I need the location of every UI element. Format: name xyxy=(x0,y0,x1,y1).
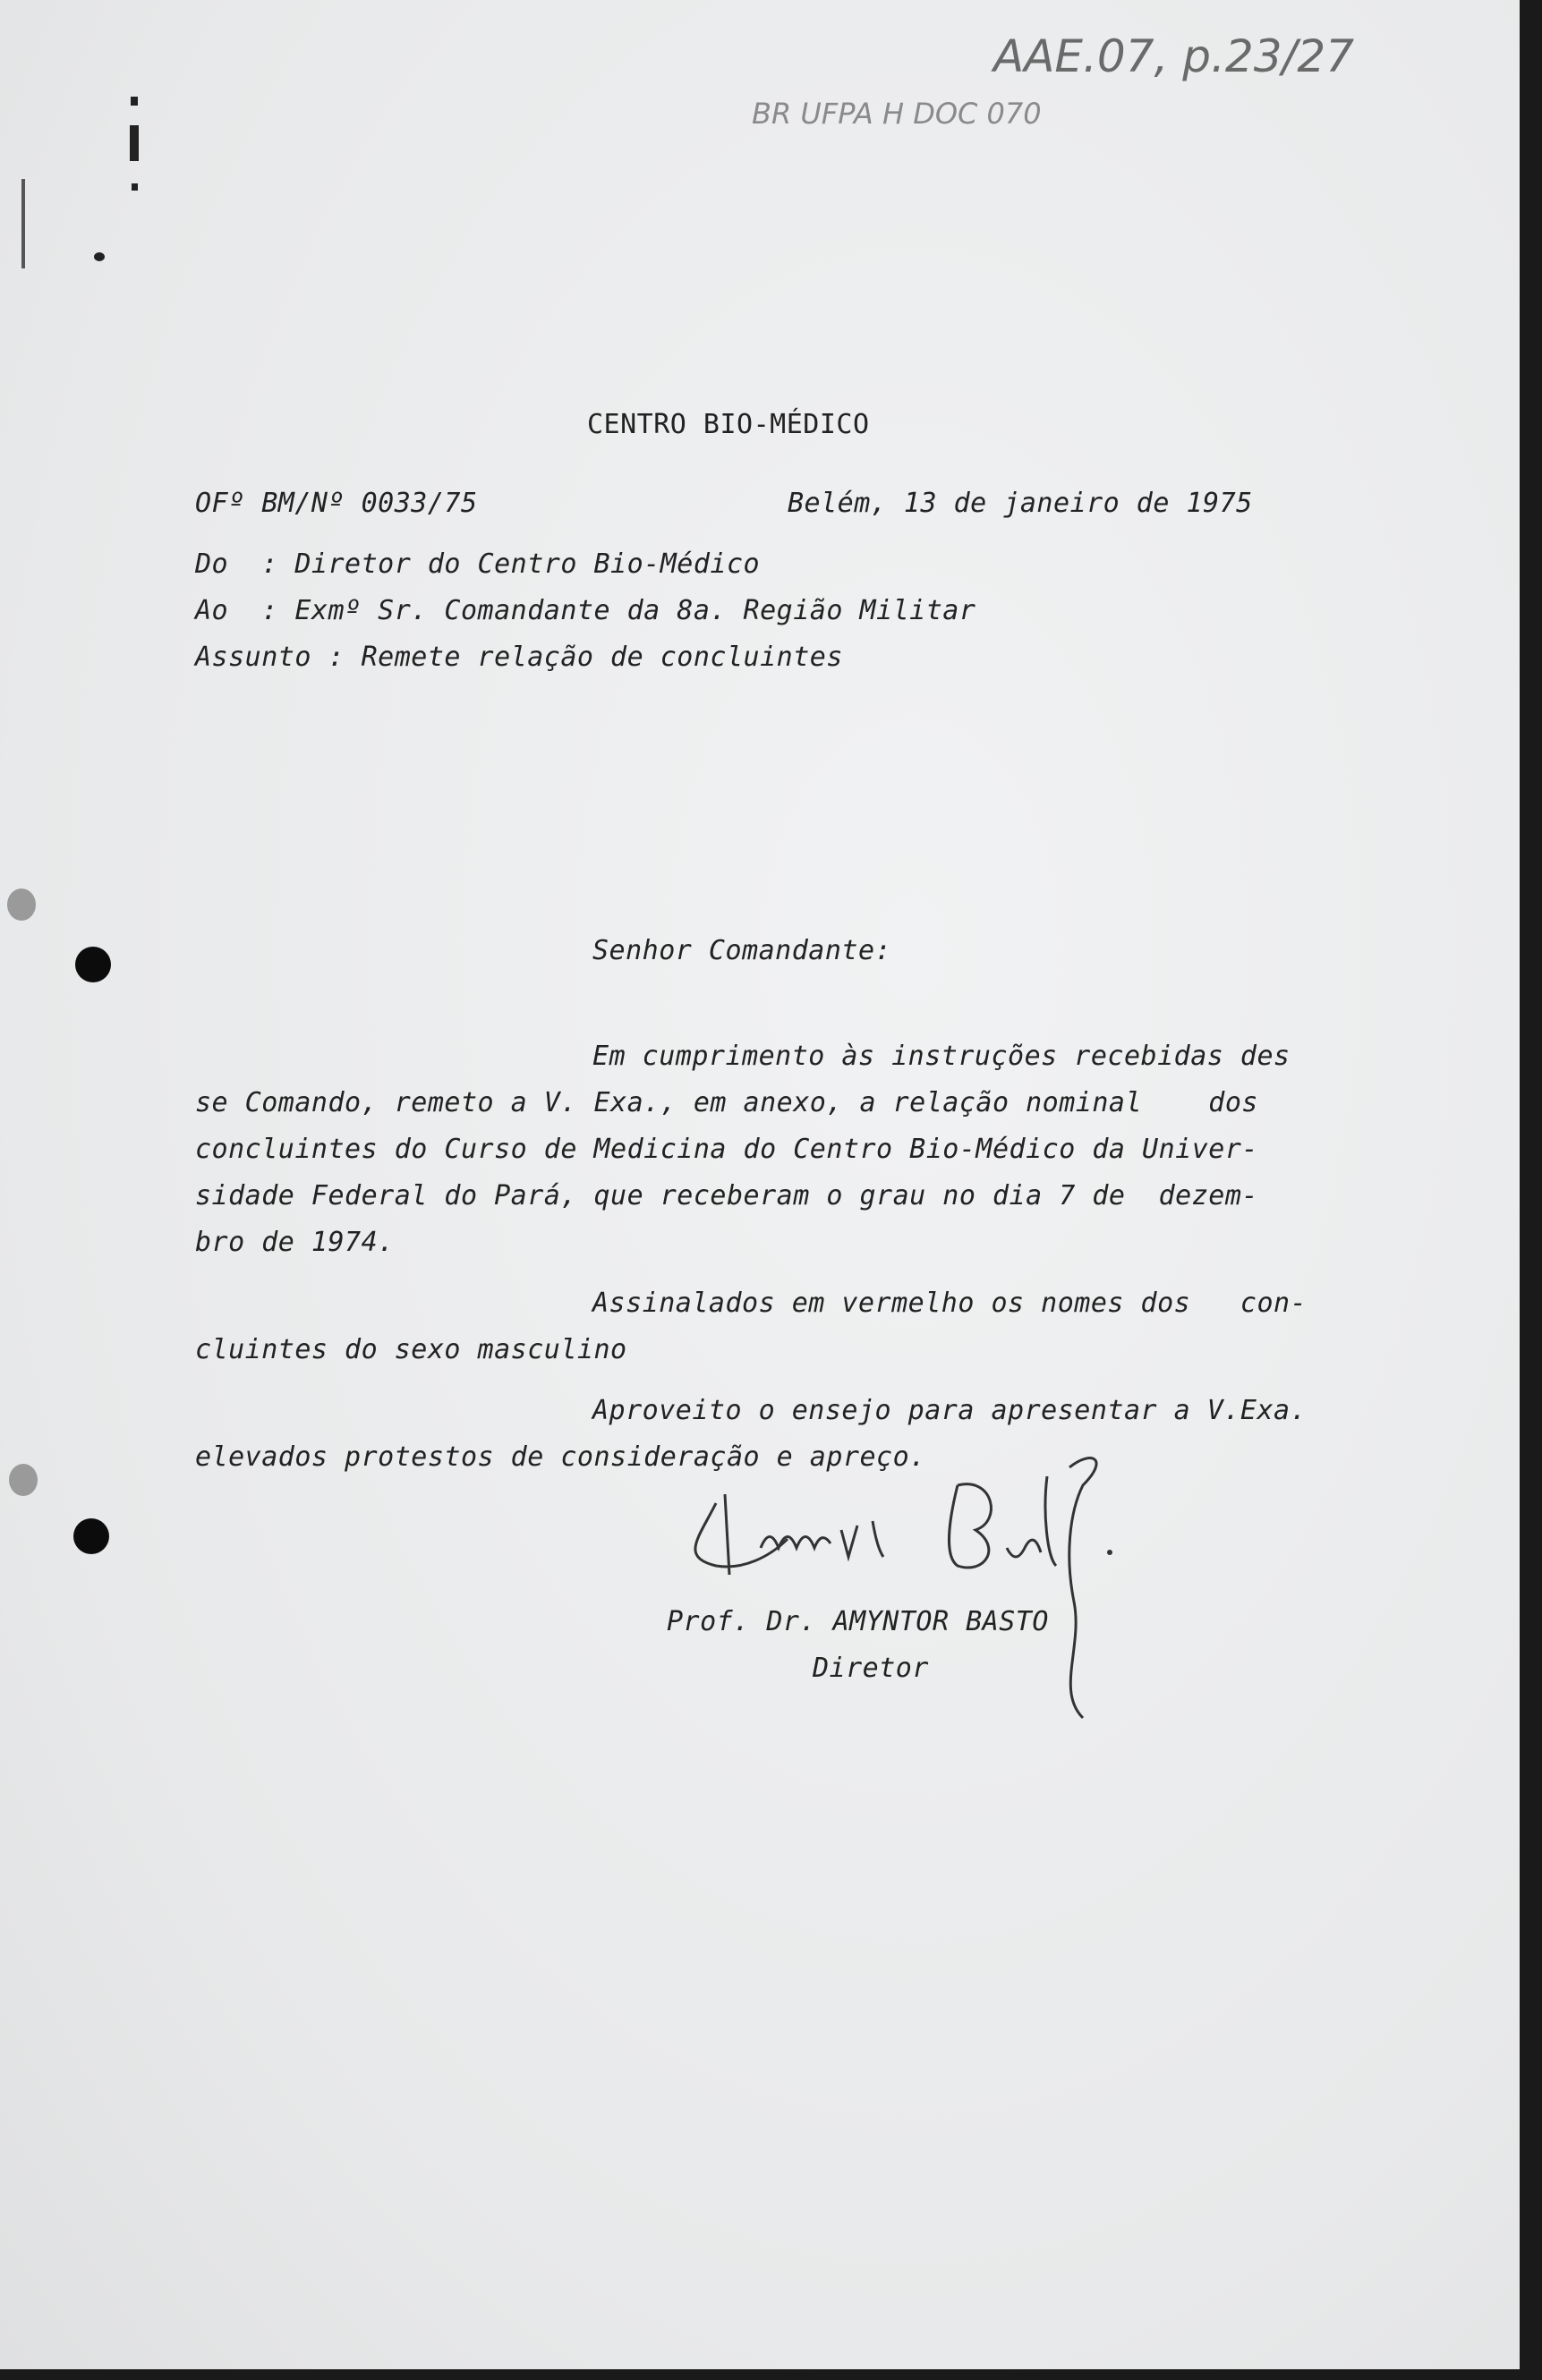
archive-reference-secondary: BR UFPA H DOC 070 xyxy=(752,97,1042,131)
left-edge-mark xyxy=(94,252,105,261)
place-date: Belém, 13 de janeiro de 1975 xyxy=(788,488,1253,519)
salutation: Senhor Comandante: xyxy=(592,935,892,966)
punch-hole xyxy=(73,1518,109,1554)
office-number: OFº BM/Nº 0033/75 xyxy=(195,488,478,519)
left-edge-mark xyxy=(131,97,138,106)
paragraph2-line: Assinalados em vermelho os nomes dos con- xyxy=(592,1288,1308,1319)
paragraph1-line: se Comando, remeto a V. Exa., em anexo, a relação nominal dos xyxy=(195,1087,1258,1118)
from-line: Do : Diretor do Centro Bio-Médico xyxy=(195,548,761,580)
paragraph1-line: bro de 1974. xyxy=(195,1227,395,1258)
subject-line: Assunto : Remete relação de concluintes xyxy=(195,642,843,673)
left-edge-mark xyxy=(132,183,138,191)
paragraph3-line: elevados protestos de consideração e apreço. xyxy=(195,1441,926,1473)
punch-hole xyxy=(75,947,111,982)
left-edge-mark xyxy=(21,179,25,268)
archive-reference: AAE.07, p.23/27 xyxy=(993,30,1355,82)
paragraph2-line: cluintes do sexo masculino xyxy=(195,1334,627,1365)
letter-heading: CENTRO BIO-MÉDICO xyxy=(587,409,870,440)
to-line: Ao : Exmº Sr. Comandante da 8a. Região Militar xyxy=(195,595,976,626)
signer-name: Prof. Dr. AMYNTOR BASTO xyxy=(667,1606,1049,1637)
left-edge-mark xyxy=(130,125,139,161)
paragraph1-line: concluintes do Curso de Medicina do Centro Bio-Médico da Univer- xyxy=(195,1134,1258,1165)
paragraph1-line: sidade Federal do Pará, que receberam o grau no dia 7 de dezem- xyxy=(195,1180,1258,1211)
punch-hole xyxy=(7,888,36,921)
signer-title: Diretor xyxy=(813,1653,929,1684)
punch-hole xyxy=(9,1464,38,1496)
paragraph3-line: Aproveito o ensejo para apresentar a V.Exa. xyxy=(592,1395,1308,1426)
paragraph1-line: Em cumprimento às instruções recebidas des xyxy=(592,1041,1291,1072)
